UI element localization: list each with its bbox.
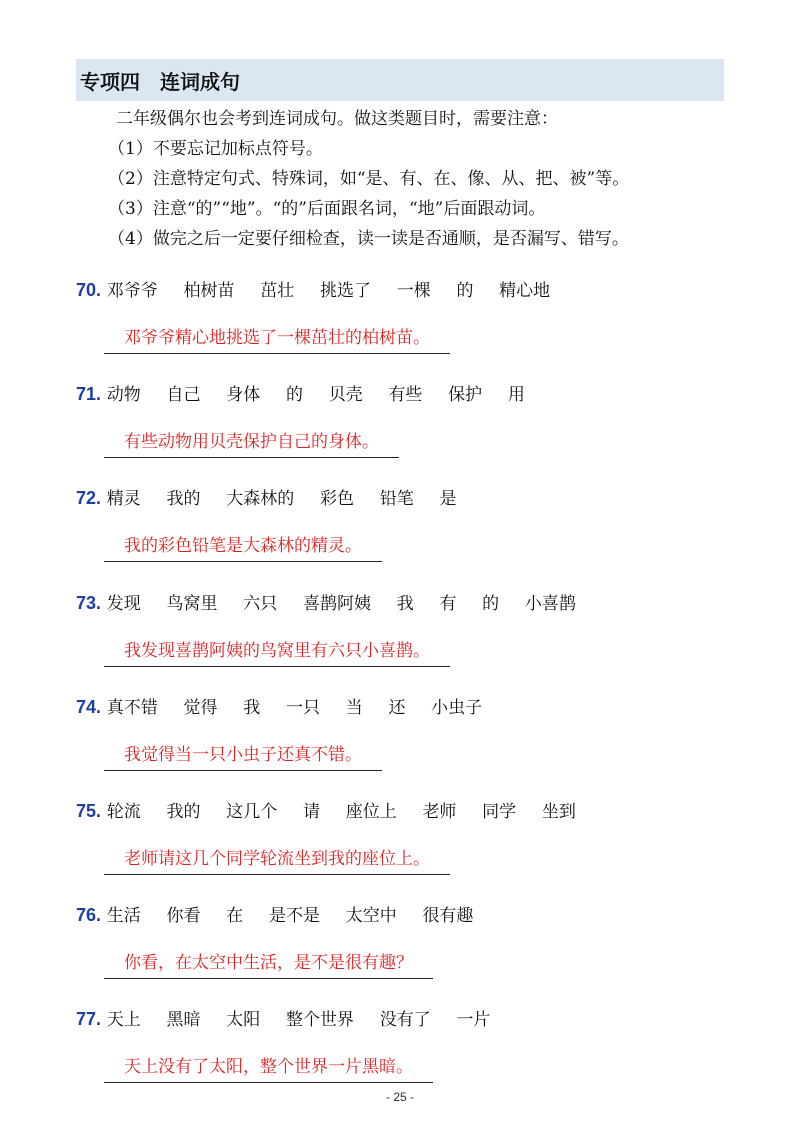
word: 喜鹊阿姨 — [302, 594, 371, 614]
question-number: 75. — [76, 801, 102, 821]
word: 一只 — [285, 698, 320, 718]
word: 邓爷爷 — [106, 281, 158, 301]
word: 彩色 — [319, 489, 354, 509]
word: 你看 — [166, 906, 201, 926]
word: 一棵 — [396, 281, 431, 301]
instruction-intro: 二年级偶尔也会考到连词成句。做这类题目时，需要注意： — [116, 109, 558, 129]
word: 精心地 — [499, 281, 551, 301]
word: 太阳 — [226, 1010, 261, 1030]
word-list — [107, 801, 596, 822]
question-number: 74. — [76, 697, 102, 717]
question-number: 70. — [76, 280, 102, 300]
instructions — [108, 104, 748, 254]
word-list — [107, 488, 477, 509]
question-number: 71. — [76, 384, 102, 404]
word: 坐到 — [541, 802, 576, 822]
word: 我 — [396, 594, 414, 614]
word: 动物 — [106, 385, 141, 405]
answer-line: 你看，在太空中生活，是不是很有趣？ — [104, 950, 433, 979]
word: 老师 — [422, 802, 457, 822]
word: 一片 — [456, 1010, 491, 1030]
question-number: 76. — [76, 905, 102, 925]
word: 没有了 — [379, 1010, 431, 1030]
word: 柏树苗 — [183, 281, 235, 301]
word: 有些 — [388, 385, 423, 405]
answer-line: 邓爷爷精心地挑选了一棵茁壮的柏树苗。 — [104, 325, 450, 354]
word: 的 — [456, 281, 474, 301]
word: 是 — [439, 489, 457, 509]
page-number: - 25 - — [385, 1090, 414, 1104]
word: 小虫子 — [431, 698, 483, 718]
word: 茁壮 — [260, 281, 295, 301]
word: 我 — [243, 698, 261, 718]
word: 觉得 — [183, 698, 218, 718]
word: 大森林的 — [226, 489, 295, 509]
word: 小喜鹊 — [524, 594, 576, 614]
word: 自己 — [166, 385, 201, 405]
word: 黑暗 — [166, 1010, 201, 1030]
word-list — [107, 280, 570, 301]
word: 座位上 — [345, 802, 397, 822]
word: 保护 — [448, 385, 483, 405]
word: 真不错 — [106, 698, 158, 718]
instruction-item: （2）注意特定句式、特殊词，如“是、有、在、像、从、把、被”等。 — [108, 169, 630, 189]
word: 还 — [388, 698, 406, 718]
word: 是不是 — [268, 906, 320, 926]
answer-line: 我的彩色铅笔是大森林的精灵。 — [104, 533, 382, 562]
word: 天上 — [106, 1010, 141, 1030]
word: 请 — [302, 802, 320, 822]
word-list — [107, 905, 494, 926]
word: 六只 — [243, 594, 278, 614]
answer-line: 老师请这几个同学轮流坐到我的座位上。 — [104, 846, 450, 875]
word: 的 — [482, 594, 500, 614]
instruction-item: （3）注意“的”“地”。“的”后面跟名词，“地”后面跟动词。 — [108, 199, 546, 219]
word: 同学 — [482, 802, 517, 822]
answer-line: 有些动物用贝壳保护自己的身体。 — [104, 429, 399, 458]
word: 整个世界 — [285, 1010, 354, 1030]
word: 的 — [285, 385, 303, 405]
word: 贝壳 — [328, 385, 363, 405]
word: 挑选了 — [319, 281, 371, 301]
word: 有 — [439, 594, 457, 614]
question-number: 72. — [76, 488, 102, 508]
word-list — [107, 593, 596, 614]
word: 用 — [507, 385, 525, 405]
word: 太空中 — [345, 906, 397, 926]
word: 精灵 — [106, 489, 141, 509]
word-list — [107, 384, 545, 405]
question-72 — [76, 483, 736, 562]
word: 当 — [345, 698, 363, 718]
answer-line: 我觉得当一只小虫子还真不错。 — [104, 742, 382, 771]
word-list — [107, 697, 502, 718]
question-71 — [76, 379, 736, 458]
word: 发现 — [106, 594, 141, 614]
word: 在 — [226, 906, 244, 926]
word: 鸟窝里 — [166, 594, 218, 614]
question-73 — [76, 588, 736, 667]
question-70 — [76, 275, 736, 354]
question-76 — [76, 900, 736, 979]
word: 轮流 — [106, 802, 141, 822]
word: 很有趣 — [422, 906, 474, 926]
question-number: 77. — [76, 1009, 102, 1029]
word: 身体 — [226, 385, 261, 405]
question-77 — [76, 1004, 736, 1083]
question-number: 73. — [76, 593, 102, 613]
section-title: 专项四 连词成句 — [80, 70, 240, 94]
word: 我的 — [166, 489, 201, 509]
question-74 — [76, 692, 736, 771]
answer-line: 我发现喜鹊阿姨的鸟窝里有六只小喜鹊。 — [104, 638, 450, 667]
question-75 — [76, 796, 736, 875]
instruction-item: （1）不要忘记加标点符号。 — [108, 139, 323, 159]
answer-line: 天上没有了太阳，整个世界一片黑暗。 — [104, 1054, 433, 1083]
word: 我的 — [166, 802, 201, 822]
word: 这几个 — [226, 802, 278, 822]
instruction-item: （4）做完之后一定要仔细检查，读一读是否通顺，是否漏写、错写。 — [108, 229, 629, 249]
word-list — [107, 1009, 511, 1030]
word: 铅笔 — [379, 489, 414, 509]
word: 生活 — [106, 906, 141, 926]
